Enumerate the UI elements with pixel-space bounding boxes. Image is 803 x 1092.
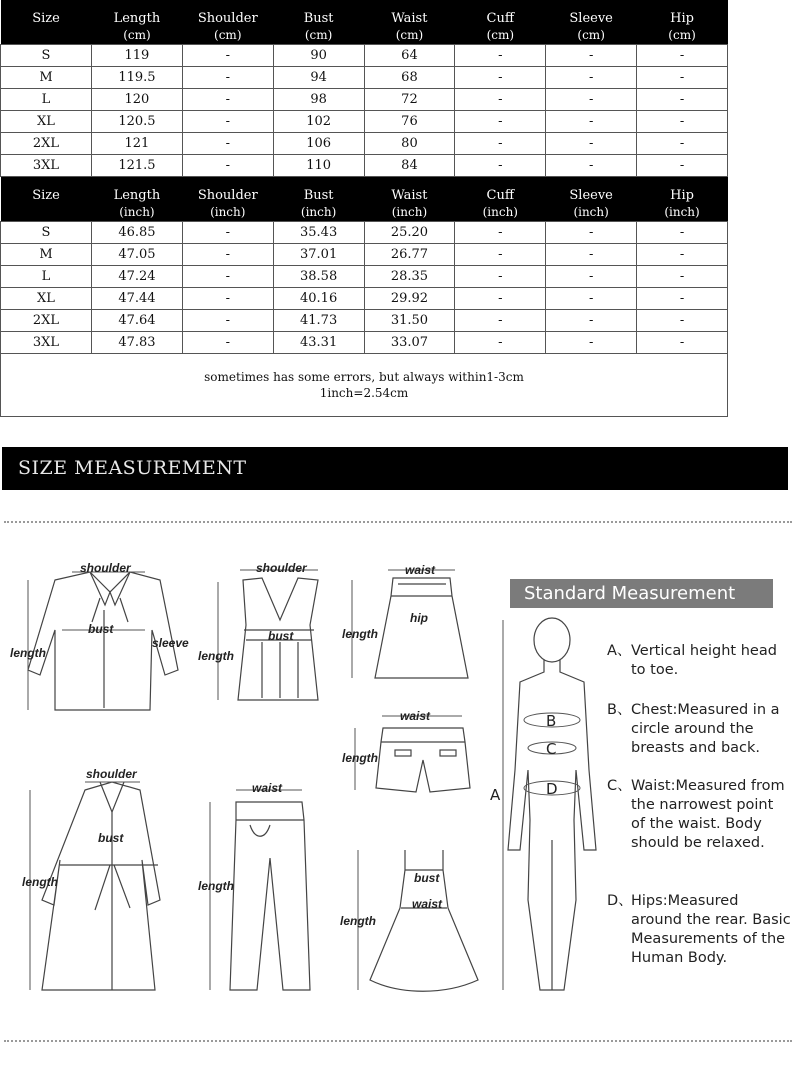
table-cell: 106 [273,133,364,155]
column-header-label: Sleeve [569,188,613,203]
standard-item-letter: D、 [607,893,633,909]
standard-item-letter: B、 [607,702,632,718]
column-header-unit: (cm) [577,28,605,42]
blouse-shoulder-label: shoulder [80,561,131,575]
table-cell: - [182,288,273,310]
table-cell: - [455,89,546,111]
vest-bust-label: bust [268,629,294,643]
table-cell: - [637,45,728,67]
column-header-shoulder [182,177,273,222]
table-row [1,222,728,244]
table-cell: 119 [92,45,183,67]
table-cell: - [182,332,273,354]
table-cell: 84 [364,155,455,177]
column-header-sleeve [546,0,637,45]
table-cell: - [546,288,637,310]
table-cell: - [182,89,273,111]
table-cell: 37.01 [273,244,364,266]
table-cell: - [546,310,637,332]
vest-length-label: length [198,649,234,663]
table-cell: 35.43 [273,222,364,244]
table-cell: - [546,111,637,133]
table-cell: 47.64 [92,310,183,332]
column-header-shoulder [182,0,273,45]
column-header-unit: (inch) [210,205,246,219]
standard-item-text: Vertical height head to toe. [631,643,777,678]
table-cell: 120 [92,89,183,111]
column-header-unit: (inch) [391,205,428,219]
table-cell: - [455,310,546,332]
table-row [1,67,728,89]
table-cell: - [182,266,273,288]
table-cell: XL [1,111,92,133]
column-header-bust [273,0,364,45]
table-cell: 47.44 [92,288,183,310]
table-row [1,310,728,332]
shorts-illustration [376,728,470,792]
table-cell: 47.05 [92,244,183,266]
table-cell: 68 [364,67,455,89]
table-cell: 43.31 [273,332,364,354]
table-cell: 119.5 [92,67,183,89]
table-cell: L [1,266,92,288]
dress-waist-label: waist [412,897,443,911]
banner-title: SIZE MEASUREMENT [18,457,247,479]
table-cell: 120.5 [92,111,183,133]
column-header-label: Bust [303,11,334,26]
table-cell: - [546,332,637,354]
column-header-label: Size [32,188,60,203]
table-cell: - [546,133,637,155]
column-header-unit: (inch) [119,205,155,219]
column-header-unit: (cm) [123,28,151,42]
figure-letter-c: C [546,740,557,758]
column-header-hip [637,0,728,45]
column-header-unit: (inch) [300,205,337,219]
column-header-unit: (cm) [395,28,424,42]
table-row [1,288,728,310]
table-cell: 90 [273,45,364,67]
coat-shoulder-label: shoulder [86,767,137,781]
skirt-hip-label: hip [410,611,428,625]
column-header-label: Length [113,188,161,203]
coat-length-label: length [22,875,58,889]
figure-letter-b: B [546,712,557,730]
size-table-cm [0,0,728,177]
column-header-label: Hip [670,188,694,203]
size-table-inch [0,177,728,354]
column-header-unit: (cm) [486,28,515,42]
table-cell: - [455,288,546,310]
size-chart [0,0,728,417]
table-cell: 76 [364,111,455,133]
column-header-size [1,0,92,45]
table-cell: 2XL [1,133,92,155]
column-header-label: Cuff [486,11,515,26]
column-header-length [92,0,183,45]
table-row [1,45,728,67]
column-header-unit: (cm) [214,28,242,42]
table-cell: - [182,67,273,89]
table-row [1,266,728,288]
table-cell: 102 [273,111,364,133]
table-cell: - [546,155,637,177]
table-cell: M [1,244,92,266]
coat-illustration [42,782,160,990]
standard-measurement-header [510,579,773,608]
table-cell: 26.77 [364,244,455,266]
figure-letter-d: D [546,780,558,798]
table-row [1,111,728,133]
table-cell: - [546,45,637,67]
table-cell: 25.20 [364,222,455,244]
column-header-label: Waist [391,188,428,203]
standard-item-c [607,777,797,872]
standard-item-a [607,642,797,682]
table-cell: 31.50 [364,310,455,332]
table-cell: - [455,67,546,89]
column-header-sleeve [546,177,637,222]
table-cell: - [182,155,273,177]
table-cell: - [637,89,728,111]
table-cell: - [546,67,637,89]
column-header-unit: (inch) [664,205,700,219]
table-cell: - [637,67,728,89]
standard-item-b [607,701,797,761]
table-cell: - [182,45,273,67]
table-cell: 41.73 [273,310,364,332]
column-header-label: Shoulder [197,11,258,26]
table-cell: - [455,111,546,133]
blouse-length-label: length [10,646,46,660]
table-cell: - [637,288,728,310]
table-row [1,133,728,155]
standard-measurement-title: Standard Measurement [524,583,736,604]
column-header-label: Shoulder [197,188,258,203]
standard-item-text: Waist:Measured from the narrowest point of the waist. Body should be relaxed. [631,778,785,851]
blouse-bust-label: bust [88,622,114,636]
table-cell: 46.85 [92,222,183,244]
column-header-label: Hip [670,11,694,26]
skirt-length-label: length [342,627,378,641]
table-cell: - [546,222,637,244]
table-header-row [1,177,728,222]
column-header-waist [364,0,455,45]
column-header-label: Bust [303,188,334,203]
table-cell: 33.07 [364,332,455,354]
column-header-unit: (inch) [482,205,518,219]
vest-shoulder-label: shoulder [256,561,307,575]
table-cell: 3XL [1,332,92,354]
table-cell: - [455,332,546,354]
column-header-unit: (cm) [304,28,333,42]
shorts-waist-label: waist [400,709,431,723]
table-row [1,155,728,177]
standard-item-d [607,892,797,972]
table-cell: 110 [273,155,364,177]
table-cell: - [546,266,637,288]
standard-item-letter: A、 [607,643,632,659]
table-cell: 47.24 [92,266,183,288]
coat-bust-label: bust [98,831,124,845]
table-cell: 64 [364,45,455,67]
table-cell: 80 [364,133,455,155]
table-cell: 98 [273,89,364,111]
dress-length-label: length [340,914,376,928]
table-cell: - [455,45,546,67]
figure-letter-a: A [490,786,501,804]
table-cell: 121 [92,133,183,155]
column-header-cuff [455,0,546,45]
note-error-text: sometimes has some errors, but always within1-3cm [204,370,524,384]
standard-item-text: Chest:Measured in a circle around the breasts and back. [631,702,780,756]
standard-item-letter: C、 [607,778,632,794]
table-cell: - [637,332,728,354]
pants-waist-label: waist [252,781,283,795]
table-cell: - [546,89,637,111]
table-cell: - [182,111,273,133]
table-cell: - [455,155,546,177]
table-cell: - [182,310,273,332]
table-header-row [1,0,728,45]
pants-illustration [230,802,310,990]
size-measurement-banner [2,447,788,490]
skirt-illustration [375,578,468,678]
column-header-length [92,177,183,222]
measurement-note [0,354,728,417]
table-cell: 94 [273,67,364,89]
column-header-size [1,177,92,222]
table-cell: 2XL [1,310,92,332]
column-header-label: Cuff [486,188,515,203]
pants-length-label: length [198,879,234,893]
column-header-label: Waist [391,11,428,26]
dress-bust-label: bust [414,871,440,885]
column-header-label: Size [32,11,60,26]
table-cell: 40.16 [273,288,364,310]
table-cell: - [637,222,728,244]
column-header-hip [637,177,728,222]
table-cell: - [455,222,546,244]
column-header-unit: (inch) [573,205,609,219]
table-cell: 29.92 [364,288,455,310]
table-cell: - [182,133,273,155]
table-cell: 72 [364,89,455,111]
table-cell: 3XL [1,155,92,177]
table-cell: L [1,89,92,111]
table-cell: 121.5 [92,155,183,177]
table-cell: - [182,244,273,266]
table-row [1,244,728,266]
table-row [1,89,728,111]
column-header-bust [273,177,364,222]
note-conversion-text: 1inch=2.54cm [319,386,409,400]
table-cell: - [637,266,728,288]
table-cell: - [455,244,546,266]
column-header-waist [364,177,455,222]
table-cell: - [182,222,273,244]
column-header-label: Length [113,11,161,26]
table-cell: S [1,222,92,244]
column-header-unit: (cm) [668,28,696,42]
dotted-divider-bottom [4,1040,792,1042]
table-cell: 38.58 [273,266,364,288]
standard-item-text: Hips:Measured around the rear. Basic Measurements of the Human Body. [631,893,791,966]
table-cell: 47.83 [92,332,183,354]
table-cell: - [455,133,546,155]
column-header-label: Sleeve [569,11,613,26]
table-cell: - [637,133,728,155]
table-cell: - [637,111,728,133]
table-cell: - [637,244,728,266]
table-cell: - [637,310,728,332]
shorts-length-label: length [342,751,378,765]
table-cell: - [546,244,637,266]
body-figure [508,618,596,990]
table-cell: 28.35 [364,266,455,288]
table-cell: M [1,67,92,89]
table-row [1,332,728,354]
table-cell: S [1,45,92,67]
column-header-cuff [455,177,546,222]
table-cell: XL [1,288,92,310]
table-cell: - [637,155,728,177]
blouse-sleeve-label: sleeve [152,636,189,650]
table-cell: - [455,266,546,288]
skirt-waist-label: waist [405,563,436,577]
